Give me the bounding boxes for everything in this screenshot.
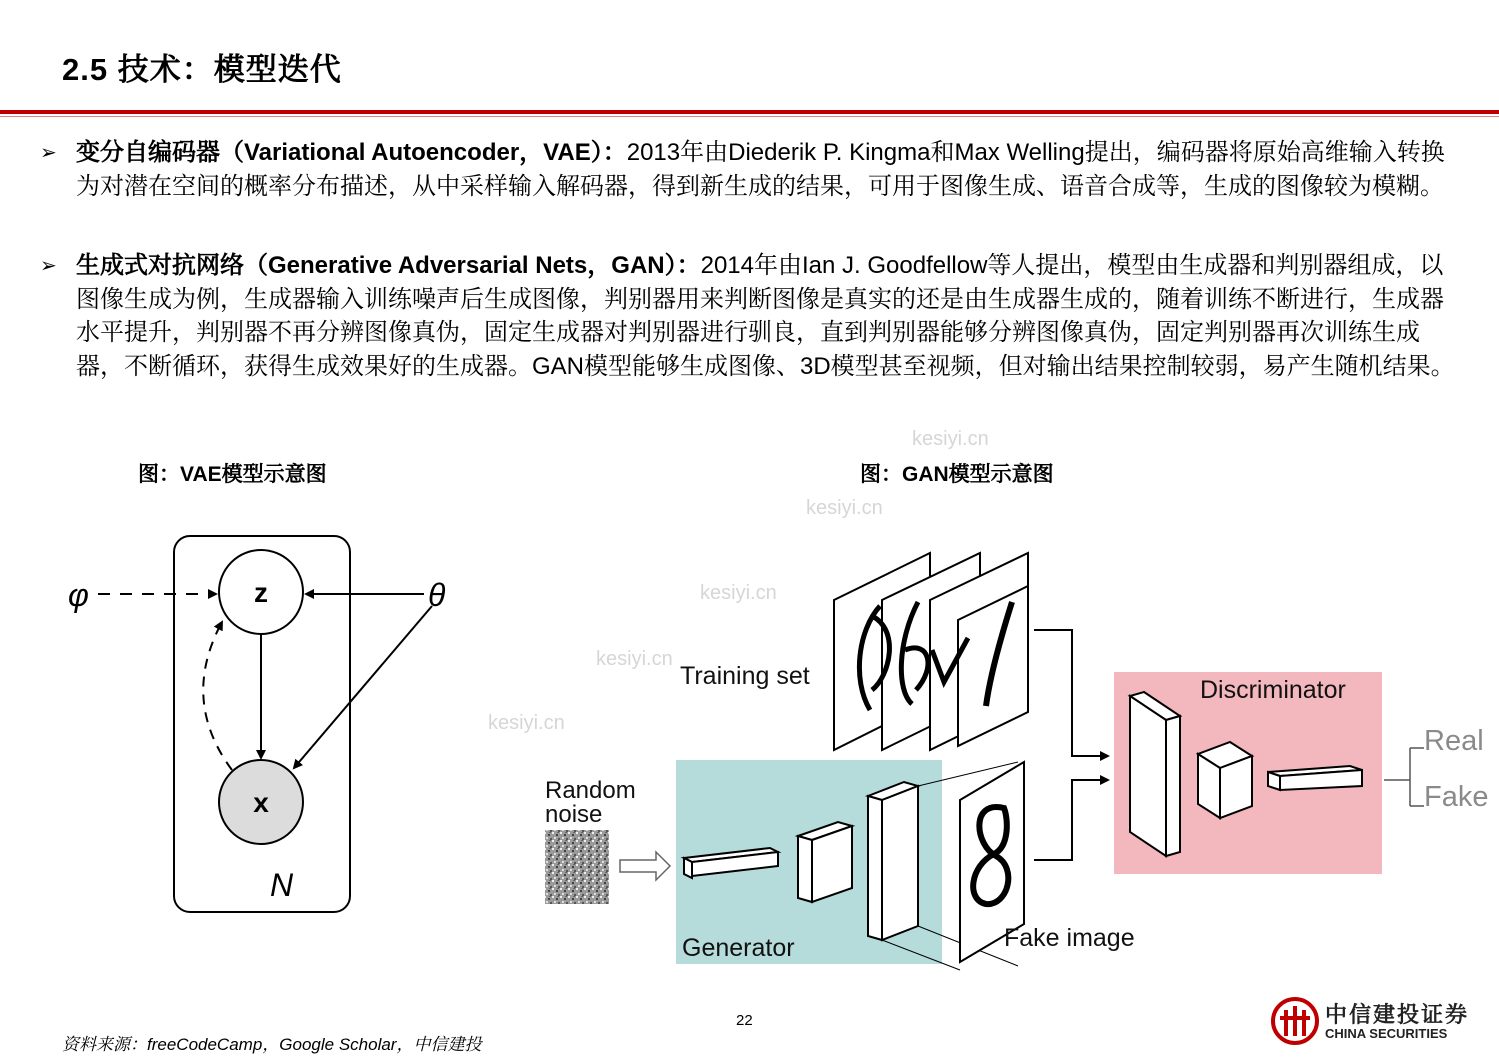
bullet-arrow-icon: ➢ <box>40 255 57 277</box>
bullet-arrow-icon: ➢ <box>40 142 57 164</box>
page-title: 2.5 技术：模型迭代 <box>62 52 342 87</box>
x-label: x <box>253 787 269 818</box>
theta-label: θ <box>428 577 446 613</box>
fake-image-label: Fake image <box>1004 924 1135 952</box>
watermark: kesiyi.cn <box>596 648 673 670</box>
n-label: N <box>270 867 294 903</box>
gan-figure-caption: 图：GAN模型示意图 <box>860 463 1054 486</box>
random-noise-label-line1: Random <box>545 777 636 804</box>
noise-image <box>545 830 609 904</box>
fake-to-discriminator-arrow <box>1034 780 1108 860</box>
real-output-label: Real <box>1424 725 1484 757</box>
watermark: kesiyi.cn <box>912 428 989 450</box>
fake-output-label: Fake <box>1424 781 1489 813</box>
output-bracket <box>1384 748 1424 806</box>
page-number: 22 <box>736 1012 753 1029</box>
bullet-term: 变分自编码器（Variational Autoencoder，VAE）： <box>76 139 627 166</box>
phi-label: φ <box>68 577 89 613</box>
logo-chinese-name: 中信建投证券 <box>1325 1002 1470 1027</box>
logo-english-name: CHINA SECURITIES <box>1325 1026 1448 1041</box>
vae-figure-caption: 图：VAE模型示意图 <box>138 463 327 486</box>
noise-input-arrow <box>620 852 670 880</box>
training-set-cards <box>834 553 1028 750</box>
real-to-discriminator-arrow <box>1034 630 1108 756</box>
discriminator-label: Discriminator <box>1200 676 1346 704</box>
bullet-description: 2013年由Diederik P. Kingma和Max Welling提出，编码器将原始高维输入转换为对潜在空间的概率分布描述，从中采样输入解码器，得到新生成的结果，可用于图像生成、语音合成等，生成的图像较为模糊。 <box>76 139 1445 200</box>
random-noise-label-line2: noise <box>545 801 603 828</box>
z-label: z <box>254 577 268 608</box>
watermark: kesiyi.cn <box>700 582 777 604</box>
watermark: kesiyi.cn <box>488 712 565 734</box>
bullet-term: 生成式对抗网络（Generative Adversarial Nets，GAN）： <box>76 252 701 279</box>
company-logo-icon <box>1270 996 1320 1046</box>
watermark: kesiyi.cn <box>806 497 883 519</box>
bullet-description: 2014年由Ian J. Goodfellow等人提出，模型由生成器和判别器组成，以图像生成为例，生成器输入训练噪声后生成图像，判别器用来判断图像是真实的还是由生成器生成的，随着训练不断进行，生成器水平提升，判别器不再分辨图像真伪，固定生成器对判别器进行驯良，直到判别器能够分辨图像真伪，固定判别器再次训练生成器，不断循环，获得生成效果好的生成器。GAN模型能够生成图像、3D模型甚至视频，但对输出结果控制较弱，易产生随机结果。 <box>76 252 1455 380</box>
generator-label: Generator <box>682 934 795 962</box>
source-note: 资料来源：freeCodeCamp，Google Scholar，中信建投 <box>62 1035 482 1054</box>
training-set-label: Training set <box>680 662 810 690</box>
